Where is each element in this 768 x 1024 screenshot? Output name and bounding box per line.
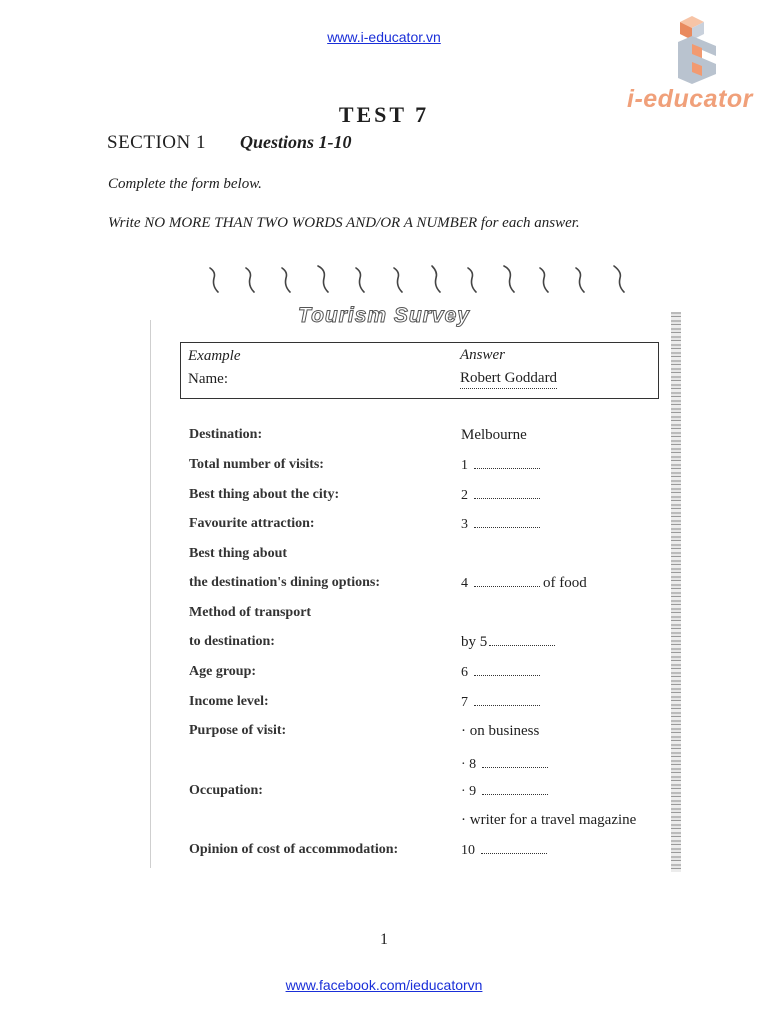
page-number: 1: [380, 931, 388, 948]
i-educator-logo-icon: [672, 8, 722, 86]
answer-dots: [474, 458, 540, 469]
field-label: Opinion of cost of accommodation:: [189, 842, 399, 857]
form-row-destination: [0, 427, 768, 449]
answer-dots: [474, 695, 540, 706]
answer-suffix: of food: [543, 575, 587, 591]
test-title: TEST 7: [338, 102, 430, 127]
answer-blank[interactable]: [461, 783, 548, 800]
field-label: Purpose of visit:: [189, 723, 287, 738]
instruction-word-limit-caps: Write NO MORE THAN TWO WORDS AND/OR A NUMBER: [108, 215, 478, 231]
question-number: · 8: [461, 757, 477, 772]
form-row-occupation-value: [0, 812, 768, 834]
example-field-label: Name:: [188, 371, 228, 387]
field-label: Best thing about: [189, 546, 288, 561]
question-number: · 9: [461, 784, 477, 799]
form-row-visits: [0, 457, 768, 479]
brand-wordmark: i-educator: [627, 85, 753, 113]
form-row-transport: [0, 634, 768, 656]
form-row-age: [0, 664, 768, 686]
question-number: 1: [461, 458, 468, 473]
answer-blank[interactable]: [461, 756, 548, 773]
answer-blank[interactable]: [461, 664, 540, 681]
field-label: Favourite attraction:: [189, 516, 315, 531]
form-title: Tourism Survey: [298, 304, 470, 327]
header-link[interactable]: www.i-educator.vn: [327, 29, 441, 45]
question-number: 10: [461, 843, 475, 858]
question-number: 3: [461, 517, 468, 532]
answer-dots: [482, 784, 548, 795]
answer-blank[interactable]: [461, 457, 540, 474]
field-label: Destination:: [189, 427, 263, 442]
answer-dots: [474, 576, 540, 587]
example-answer-header: Answer: [460, 347, 505, 363]
answer-dots: [474, 665, 540, 676]
answer-dots: [474, 517, 540, 528]
instruction-complete-form: Complete the form below.: [108, 176, 262, 192]
field-value: · on business: [461, 723, 540, 739]
example-answer-value: Robert Goddard: [460, 370, 557, 389]
field-value: · writer for a travel magazine: [461, 812, 637, 828]
form-row-accommodation: [0, 842, 768, 864]
field-label: to destination:: [189, 634, 275, 649]
answer-blank[interactable]: [461, 487, 540, 504]
field-label: Best thing about the city:: [189, 487, 340, 502]
form-row-best-thing-city: [0, 487, 768, 509]
field-value: Melbourne: [461, 427, 527, 443]
question-number: 7: [461, 695, 468, 710]
question-number: 2: [461, 488, 468, 503]
question-number: 4: [461, 576, 468, 591]
instruction-word-limit: [108, 215, 580, 232]
form-row-occupation: [0, 783, 768, 805]
field-label: Method of transport: [189, 605, 312, 620]
answer-blank[interactable]: [461, 842, 547, 859]
form-row-transport-line1: [0, 605, 768, 627]
answer-dots: [481, 843, 547, 854]
form-row-attraction: [0, 516, 768, 538]
example-label: Example: [188, 348, 241, 364]
instruction-word-limit-tail: for each answer.: [477, 215, 580, 231]
form-row-dining: [0, 575, 768, 597]
footer-link[interactable]: www.facebook.com/ieducatorvn: [285, 977, 483, 993]
form-row-income: [0, 694, 768, 716]
answer-blank[interactable]: [461, 634, 555, 651]
field-label: Income level:: [189, 694, 269, 709]
form-row-purpose-blank: [0, 756, 768, 778]
answer-dots: [489, 635, 555, 646]
question-number: by 5: [461, 634, 488, 650]
field-label: the destination's dining options:: [189, 575, 380, 590]
answer-blank[interactable]: [461, 516, 540, 533]
answer-blank[interactable]: [461, 575, 587, 592]
decorative-squiggles: [200, 262, 640, 298]
form-row-purpose: [0, 723, 768, 745]
form-row-dining-line1: [0, 546, 768, 568]
field-label: Age group:: [189, 664, 257, 679]
example-box: [180, 342, 659, 399]
answer-dots: [482, 757, 548, 768]
section-questions: Questions 1-10: [240, 132, 352, 152]
field-label: Occupation:: [189, 783, 263, 798]
section-label: SECTION 1: [107, 132, 206, 153]
answer-blank[interactable]: [461, 694, 540, 711]
answer-dots: [474, 488, 540, 499]
question-number: 6: [461, 665, 468, 680]
field-label: Total number of visits:: [189, 457, 324, 472]
